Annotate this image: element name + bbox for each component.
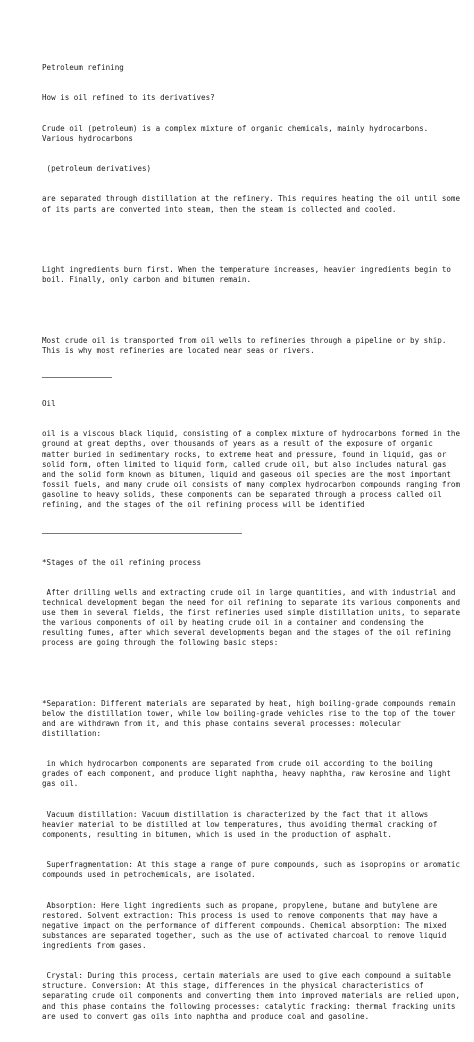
section-divider <box>42 533 242 534</box>
stages-section-body: After drilling wells and extracting crude oil in large quantities, and with industrial and technical development began the need for oil refining to separate its various components and use them in several fields, the first refineries used simple distillation units, to separate the various components of oil by heating crude oil in a container and condensing the resulting fumes, after which several developments began and the stages of the oil refining process are going through the following basic steps: <box>42 587 465 648</box>
document-heading: Petroleum refining <box>42 63 124 73</box>
intro-continuation: are separated through distillation at the refinery. This requires heating the oil until some of its parts are converted into steam, then the steam is collected and cooled. <box>42 194 465 214</box>
intro-parenthetical: (petroleum derivatives) <box>42 164 152 174</box>
document-body <box>42 43 465 1042</box>
oil-section-body: oil is a viscous black liquid, consisting of a complex mixture of hydrocarbons formed in the ground at great depths, over thousands of years as a result of the exposure of organic matter buried in sedimentary rocks, to extreme heat and pressure, found in liquid, gas or solid form, often limited to liquid form, called crude oil, but also includes natural gas and the solid form known as bitumen, liquid and gaseous oil species are the most important fossil fuels, and many crude oil consists of many complex hydrocarbon compounds ranging from gasoline to heavy solids, these components can be separated through a process called oil refining, and the stages of the oil refining process will be identified <box>42 429 465 510</box>
transport-paragraph: Most crude oil is transported from oil wells to refineries through a pipeline or by ship. This is why most refineries are located near seas or rivers. <box>42 335 451 355</box>
paragraph-spacer <box>42 305 462 315</box>
absorption-paragraph: Absorption: Here light ingredients such as propane, propylene, butane and butylene are restored. Solvent extraction: This process is used to remove components that may have a negative impact on the performance of different compounds. Chemical absorption: The mixed substances are separated together, such as the use of activated charcoal to remove liquid ingredients from gases. <box>42 900 451 950</box>
intro-paragraph: Crude oil (petroleum) is a complex mixture of organic chemicals, mainly hydrocarbons. Various hydrocarbons <box>42 123 433 143</box>
oil-section-title: Oil <box>42 399 56 409</box>
section-divider <box>42 377 112 378</box>
paragraph-spacer <box>42 235 462 245</box>
stages-section-title: *Stages of the oil refining process <box>42 557 202 567</box>
paragraph-spacer <box>42 669 462 679</box>
vacuum-distillation-paragraph: Vacuum distillation: Vacuum distillation is characterized by the fact that it allows heavier material to be distilled at low temperatures, thus avoiding thermal cracking of components, resulting in bitumen, which is used in the production of asphalt. <box>42 809 442 839</box>
document-question: How is oil refined to its derivatives? <box>42 93 215 103</box>
crystal-paragraph: Crystal: During this process, certain materials are used to give each compound a suitable structure. Conversion: At this stage, differences in the physical characteristics of separating crude oil components and converting them into improved materials are relied upon, and this phase contains the following processes: catalytic fracking: thermal fracking units are used to convert gas oils into naphtha and produce coal and gasoline. <box>42 971 465 1021</box>
light-ingredients-paragraph: Light ingredients burn first. When the temperature increases, heavier ingredients begin to boil. Finally, only carbon and bitumen remain. <box>42 264 456 285</box>
separation-paragraph: *Separation: Different materials are separated by heat, high boiling-grade compounds remain below the distillation tower, while low boiling-grade vehicles rise to the top of the tower and are withdrawn from it, and this phase contains several processes: molecular distillation: <box>42 698 461 738</box>
superfragmentation-paragraph: Superfragmentation: At this stage a range of pure compounds, such as isopropins or aromatic compounds used in petrochemicals, are isolated. <box>42 860 465 880</box>
separation-detail-paragraph: in which hydrocarbon components are separated from crude oil according to the boiling grades of each component, and produce light naphtha, heavy naphtha, raw kerosine and light gas oil. <box>42 759 456 789</box>
